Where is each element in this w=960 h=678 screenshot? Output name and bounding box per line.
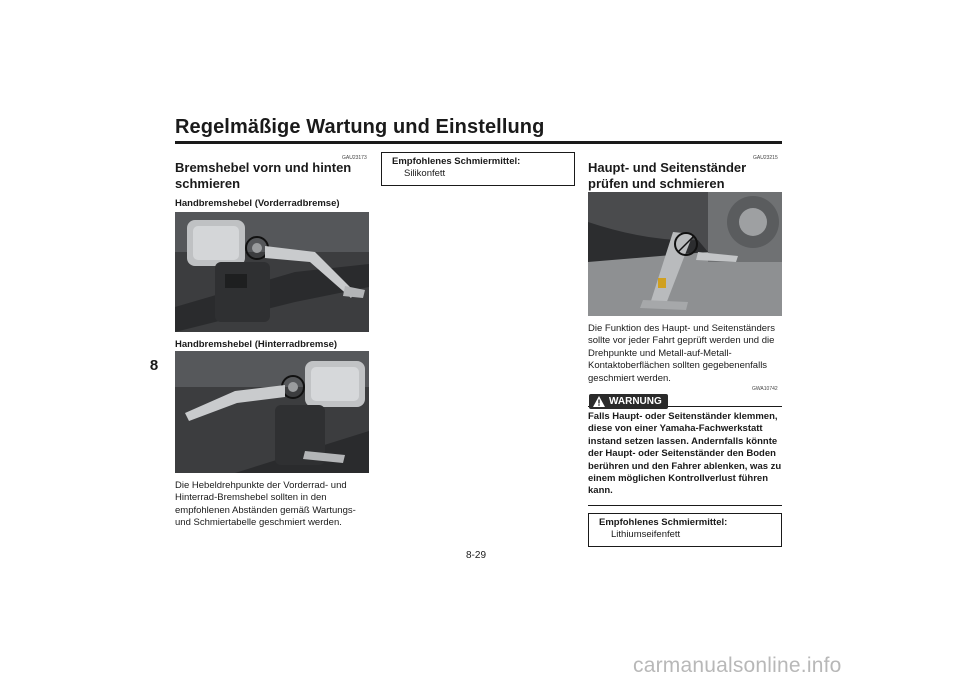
front-brake-lever-photo: [175, 212, 369, 332]
page-title: Regelmäßige Wartung und Einstellung: [175, 116, 545, 138]
lubricant-box-value: Silikonfett: [404, 168, 446, 179]
front-lever-label: Handbremshebel (Vorderradbremse): [175, 198, 340, 209]
section-heading: Bremshebel vorn und hinten schmieren: [175, 160, 352, 191]
warning-triangle-icon: [593, 396, 605, 407]
warning-label: WARNUNG: [609, 396, 662, 407]
section-code: GAU23215: [753, 155, 778, 161]
warning-text: Falls Haupt- oder Seitenständer klemmen, diese von einer Yamaha-Fachwerkstatt instand setzen lassen. Andernfalls könnte der Haupt- oder Seitenständer den Boden berühren und den Fahrer ablenken, was zu einem möglichen Kontrollverlust führen kann.: [588, 411, 782, 497]
rear-brake-lever-photo: [175, 351, 369, 473]
section-heading: Haupt- und Seitenständer prüfen und schmieren: [588, 160, 747, 191]
silicone-lubricant-box: [381, 152, 575, 186]
page-number: 8-29: [466, 550, 487, 561]
stand-check-paragraph: Die Funktion des Haupt- und Seitenständers sollte vor jeder Fahrt geprüft werden und die Drehpunkte und Metall-auf-Metall-Kontaktoberflächen sollten gegebenenfalls geschmiert werden.: [588, 323, 775, 384]
lubricant-box-value: Lithiumseifenfett: [611, 529, 681, 540]
warning-code: GWA10742: [752, 386, 778, 392]
lithium-lubricant-box: [588, 513, 782, 547]
warning-bottom-rule: [588, 505, 782, 506]
sidestand-photo: [588, 192, 782, 316]
lever-lubrication-paragraph: Die Hebeldrehpunkte der Vorderrad- und Hinterrad-Bremshebel sollten in den empfohlenen Abständen gemäß Wartungs- und Schmiertabelle geschmiert werden.: [175, 480, 356, 529]
lubricant-box-title: Empfohlenes Schmiermittel:: [599, 517, 728, 528]
header-rule: [175, 141, 782, 144]
watermark: carmanualsonline.info: [633, 654, 842, 677]
section-code: GAU23173: [342, 155, 367, 161]
chapter-tab: 8: [149, 357, 159, 374]
lubricant-box-title: Empfohlenes Schmiermittel:: [392, 156, 521, 167]
rear-lever-label: Handbremshebel (Hinterradbremse): [175, 339, 338, 350]
warning-badge: [589, 394, 668, 409]
